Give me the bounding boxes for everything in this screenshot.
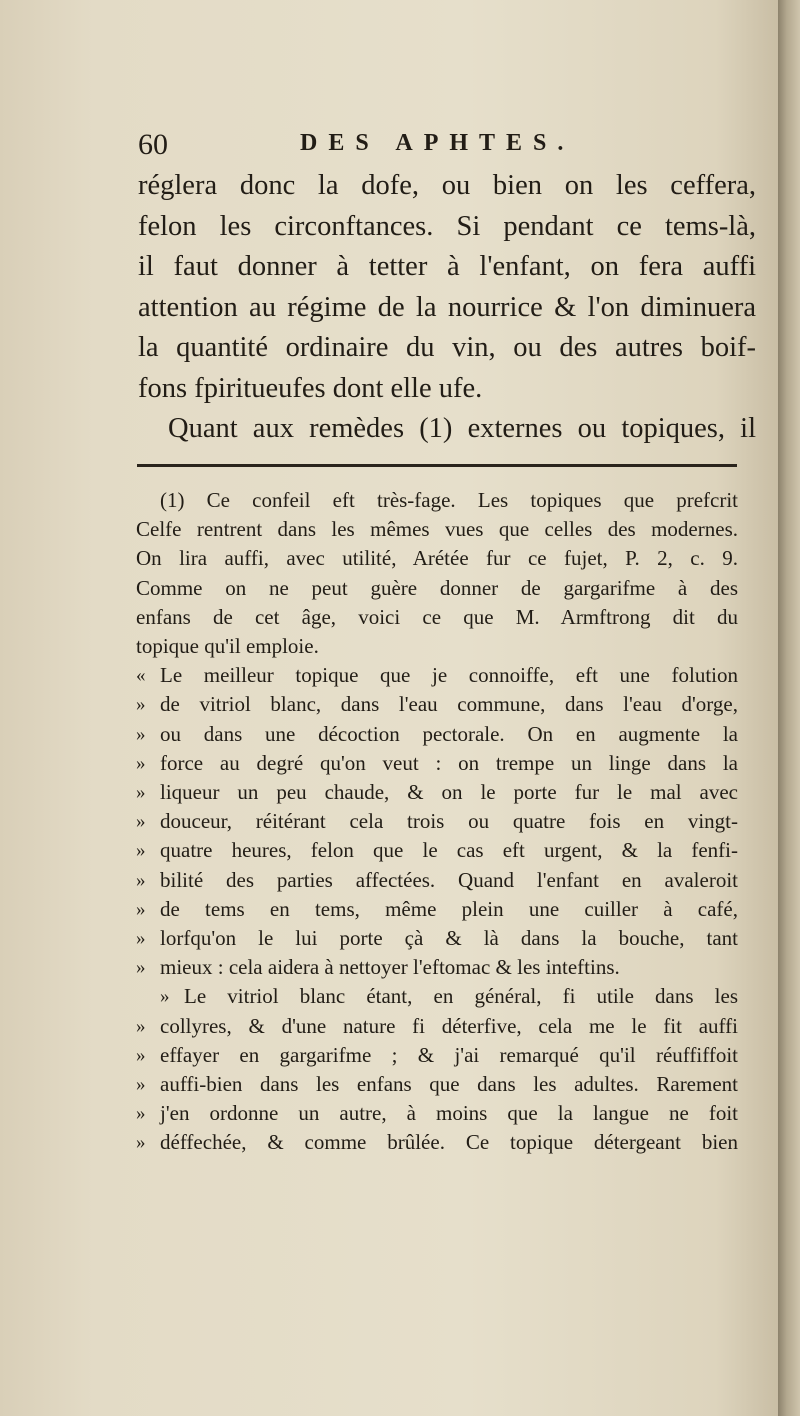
quote-text: déffechée, & comme brûlée. Ce topique détergeant bien xyxy=(160,1130,738,1155)
quote-line xyxy=(136,749,738,778)
quote-mark: » xyxy=(136,1044,146,1066)
quote-mark: » xyxy=(136,694,146,716)
quote-text: mieux : cela aidera à nettoyer l'eftomac & les inteftins. xyxy=(160,955,620,980)
quote-mark: » xyxy=(136,957,146,979)
quote-line xyxy=(136,778,738,807)
quote-text: lorfqu'on le lui porte çà & là dans la bouche, tant xyxy=(160,925,738,950)
quote-text: quatre heures, felon que le cas eft urgent, & la fenfi- xyxy=(160,838,738,863)
quote-text: force au degré qu'on veut : on trempe un linge dans la xyxy=(160,750,738,775)
quote-text: douceur, réitérant cela trois ou quatre fois en vingt- xyxy=(160,809,738,834)
quote-line xyxy=(136,1128,738,1157)
quote-line xyxy=(136,982,738,1011)
quote-line xyxy=(136,1099,738,1128)
quote-text: j'en ordonne un autre, à moins que la langue ne foit xyxy=(160,1101,738,1126)
main-text xyxy=(138,166,756,450)
main-text-line: fons fpiritueufes dont elle ufe. xyxy=(138,372,483,404)
quote-line xyxy=(136,924,738,953)
quote-text: ou dans une décoction pectorale. On en augmente la xyxy=(160,721,738,746)
running-head: DES APHTES. xyxy=(300,130,575,156)
page-number: 60 xyxy=(138,128,168,161)
quote-mark: » xyxy=(136,1132,146,1154)
quote-mark: » xyxy=(136,1015,146,1037)
main-text-line: la quantité ordinaire du vin, ou des autres boif- xyxy=(138,332,756,363)
quote-text: effayer en gargarifme ; & j'ai remarqué qu'il réuffiffoit xyxy=(160,1042,738,1067)
footnote-line: On lira auffi, avec utilité, Arétée fur ce fujet, P. 2, c. 9. xyxy=(136,546,738,571)
quote-line xyxy=(136,895,738,924)
quote-mark: » xyxy=(160,986,170,1008)
quote-mark: » xyxy=(136,781,146,803)
quote-mark: » xyxy=(136,840,146,862)
quote-mark: » xyxy=(136,1103,146,1125)
quote-line xyxy=(136,690,738,719)
quote-line xyxy=(136,1012,738,1041)
quote-text: liqueur un peu chaude, & on le porte fur le mal avec xyxy=(160,779,738,804)
quote-line xyxy=(136,866,738,895)
quote-mark: » xyxy=(136,1073,146,1095)
main-text-line: Quant aux remèdes (1) externes ou topiques, il xyxy=(168,413,756,444)
quote-text: Le vitriol blanc étant, en général, fi utile dans les xyxy=(184,984,738,1009)
footnote-line: Comme on ne peut guère donner de gargarifme à des xyxy=(136,575,738,600)
quote-mark: » xyxy=(136,898,146,920)
quote-line xyxy=(136,1070,738,1099)
quote-mark: » xyxy=(136,927,146,949)
main-text-line: felon les circonftances. Si pendant ce tems-là, xyxy=(138,210,756,242)
quote-line xyxy=(136,1041,738,1070)
quote-mark: » xyxy=(136,723,146,745)
main-text-line: attention au régime de la nourrice & l'on diminuera xyxy=(138,291,756,323)
footnote-line: (1) Ce confeil eft très-fage. Les topiques que prefcrit xyxy=(160,488,738,512)
quote-mark: » xyxy=(136,752,146,774)
quote-line xyxy=(136,720,738,749)
footnote-line: topique qu'il emploie. xyxy=(136,633,319,658)
quote-line xyxy=(136,807,738,836)
quote-text: de vitriol blanc, dans l'eau commune, dans l'eau d'orge, xyxy=(160,692,738,717)
quote-line xyxy=(136,953,738,982)
quote-text: auffi-bien dans les enfans que dans les adultes. Rarement xyxy=(160,1071,738,1096)
quote-mark: « xyxy=(136,665,146,687)
footnote-line: Celfe rentrent dans les mêmes vues que celles des modernes. xyxy=(136,517,738,542)
quote-text: de tems en tems, même plein une cuiller à café, xyxy=(160,896,738,921)
quote-mark: » xyxy=(136,869,146,891)
page-edge xyxy=(778,0,800,1416)
main-text-line: réglera donc la dofe, ou bien on les ceffera, xyxy=(138,170,756,201)
footnote-line: enfans de cet âge, voici ce que M. Armftrong dit du xyxy=(136,604,738,629)
quote-text: bilité des parties affectées. Quand l'enfant en avaleroit xyxy=(160,867,738,892)
main-text-line: il faut donner à tetter à l'enfant, on fera auffi xyxy=(138,251,756,282)
footnote xyxy=(136,486,738,1158)
page-header xyxy=(138,128,738,164)
footnote-rule xyxy=(137,464,737,467)
quote-line xyxy=(136,836,738,865)
quote-mark: » xyxy=(136,811,146,833)
quote-text: Le meilleur topique que je connoiffe, eft une folution xyxy=(160,663,738,688)
quote-text: collyres, & d'une nature fi déterfive, cela me le fit auffi xyxy=(160,1013,738,1038)
quote-line xyxy=(136,661,738,690)
